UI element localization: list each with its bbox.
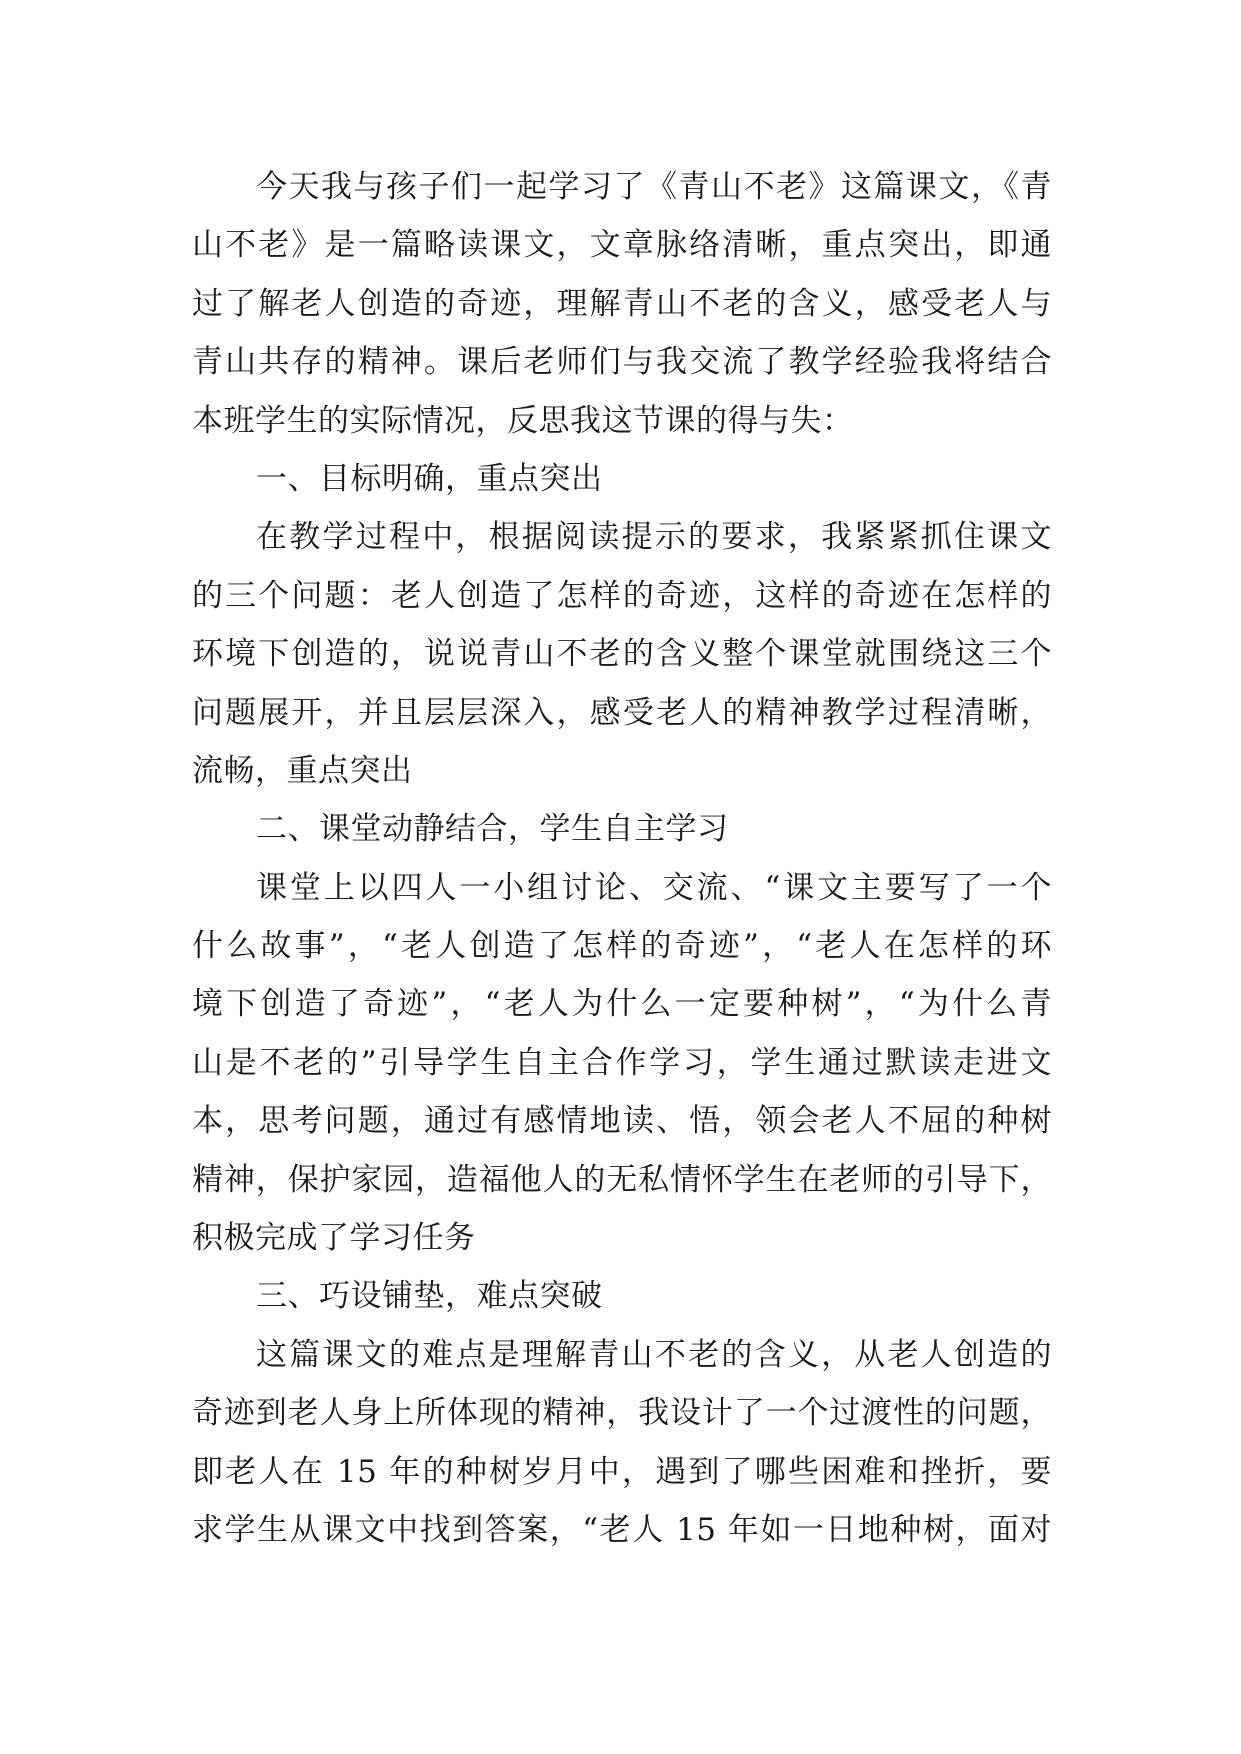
paragraph-line: 本，思考问题，通过有感情地读、悟，领会老人不屈的种树 xyxy=(192,1103,1052,1140)
section-heading-1: 一、目标明确，重点突出 xyxy=(256,460,603,497)
paragraph-line: 课堂上以四人一小组讨论、交流、“课文主要写了一个 xyxy=(256,869,1052,906)
paragraph-line: 境下创造了奇迹”，“老人为什么一定要种树”，“为什么青 xyxy=(192,986,1052,1023)
paragraph-line: 求学生从课文中找到答案，“老人 15 年如一日地种树，面对 xyxy=(192,1511,1052,1548)
paragraph-line: 过了解老人创造的奇迹，理解青山不老的含义，感受老人与 xyxy=(192,285,1052,322)
section-heading-2: 二、课堂动静结合，学生自主学习 xyxy=(256,811,729,848)
paragraph-line: 流畅，重点突出 xyxy=(192,752,413,789)
paragraph-line: 积极完成了学习任务 xyxy=(192,1220,476,1257)
paragraph-line: 本班学生的实际情况，反思我这节课的得与失： xyxy=(192,402,854,439)
paragraph-line: 问题展开，并且层层深入，感受老人的精神教学过程清晰， xyxy=(192,694,1052,731)
paragraph-line: 山是不老的”引导学生自主合作学习，学生通过默读走进文 xyxy=(192,1044,1052,1081)
section-heading-3: 三、巧设铺垫，难点突破 xyxy=(256,1278,603,1315)
document-body xyxy=(192,158,1052,1559)
paragraph-line: 这篇课文的难点是理解青山不老的含义，从老人创造的 xyxy=(256,1336,1052,1373)
paragraph-line: 环境下创造的，说说青山不老的含义整个课堂就围绕这三个 xyxy=(192,636,1052,673)
paragraph-line: 奇迹到老人身上所体现的精神，我设计了一个过渡性的问题， xyxy=(192,1395,1052,1432)
paragraph-line: 山不老》是一篇略读课文，文章脉络清晰，重点突出，即通 xyxy=(192,227,1052,264)
paragraph-line: 的三个问题：老人创造了怎样的奇迹，这样的奇迹在怎样的 xyxy=(192,577,1052,614)
paragraph-line: 什么故事”，“老人创造了怎样的奇迹”，“老人在怎样的环 xyxy=(192,928,1052,965)
paragraph-line: 青山共存的精神。课后老师们与我交流了教学经验我将结合 xyxy=(192,344,1052,381)
paragraph-line: 在教学过程中，根据阅读提示的要求，我紧紧抓住课文 xyxy=(256,519,1052,556)
paragraph-line: 即老人在 15 年的种树岁月中，遇到了哪些困难和挫折，要 xyxy=(192,1453,1052,1490)
paragraph-line: 精神，保护家园，造福他人的无私情怀学生在老师的引导下， xyxy=(192,1161,1052,1198)
paragraph-line: 今天我与孩子们一起学习了《青山不老》这篇课文，《青 xyxy=(256,169,1052,205)
